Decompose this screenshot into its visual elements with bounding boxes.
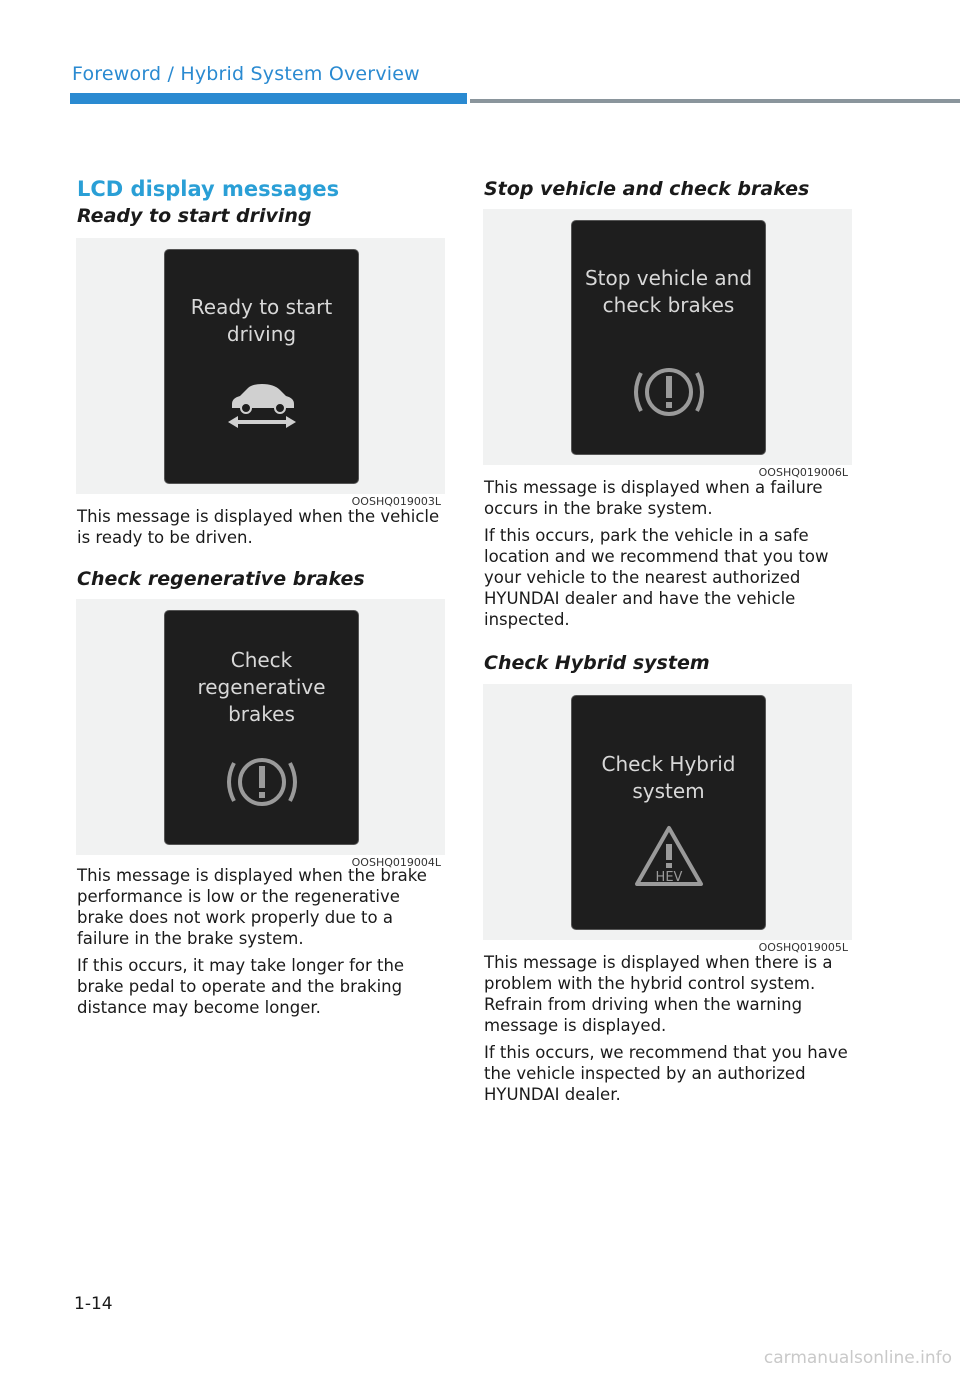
section-title: LCD display messages [77,177,340,201]
subhead-hybrid: Check Hybrid system [484,652,710,674]
lcd-screen [571,695,766,930]
hev-label: HEV [655,870,682,885]
lcd-message: Check regenerative brakes [197,648,326,726]
lcd-screen [164,610,359,845]
paragraph: If this occurs, park the vehicle in a safe location and we recommend that you tow your vehicle to the nearest authorized HYUNDAI dealer and have the vehicle inspected. [484,526,829,629]
figure-code: OOSHQ019005L [758,941,848,954]
watermark: carmanualsonline.info [763,1348,952,1368]
figure-code: OOSHQ019006L [758,466,848,479]
subhead-stop: Stop vehicle and check brakes [484,178,810,200]
figure-ready [76,238,445,508]
car-arrow-icon [165,376,358,428]
header-bar-accent [70,93,467,104]
paragraph: If this occurs, it may take longer for the brake pedal to operate and the braking distance may become longer. [77,956,405,1017]
lcd-screen [571,220,766,455]
header-title: Foreword / Hybrid System Overview [72,63,420,85]
brake-warning-icon [572,359,765,425]
hev-warning-icon [572,824,765,888]
body-regen [77,865,449,1024]
figure-regen [76,599,445,869]
header-bar-rule [470,99,960,103]
lcd-message: Stop vehicle and check brakes [584,266,753,317]
paragraph: This message is displayed when there is a problem with the hybrid control system. Refrain from driving when the warning message is displayed. [484,953,833,1035]
subhead-ready: Ready to start driving [77,205,312,227]
paragraph: This message is displayed when a failure occurs in the brake system. [484,478,823,518]
subhead-regen: Check regenerative brakes [77,568,365,590]
figure-code: OOSHQ019003L [351,495,441,508]
body-stop [484,477,856,636]
paragraph: If this occurs, we recommend that you have the vehicle inspected by an authorized HYUNDAI dealer. [484,1043,848,1104]
body-hybrid [484,952,856,1111]
figure-hybrid [483,684,852,954]
lcd-screen [164,249,359,484]
figure-stop [483,209,852,479]
paragraph: This message is displayed when the brake performance is low or the regenerative brake does not work properly due to a failure in the brake system. [77,866,427,948]
lcd-message: Ready to start driving [190,295,333,346]
lcd-message: Check Hybrid system [601,752,736,803]
brake-warning-icon [165,749,358,815]
figure-code: OOSHQ019004L [351,856,441,869]
paragraph: This message is displayed when the vehicle is ready to be driven. [77,507,440,547]
page-number: 1-14 [74,1294,113,1314]
body-ready [77,506,449,554]
